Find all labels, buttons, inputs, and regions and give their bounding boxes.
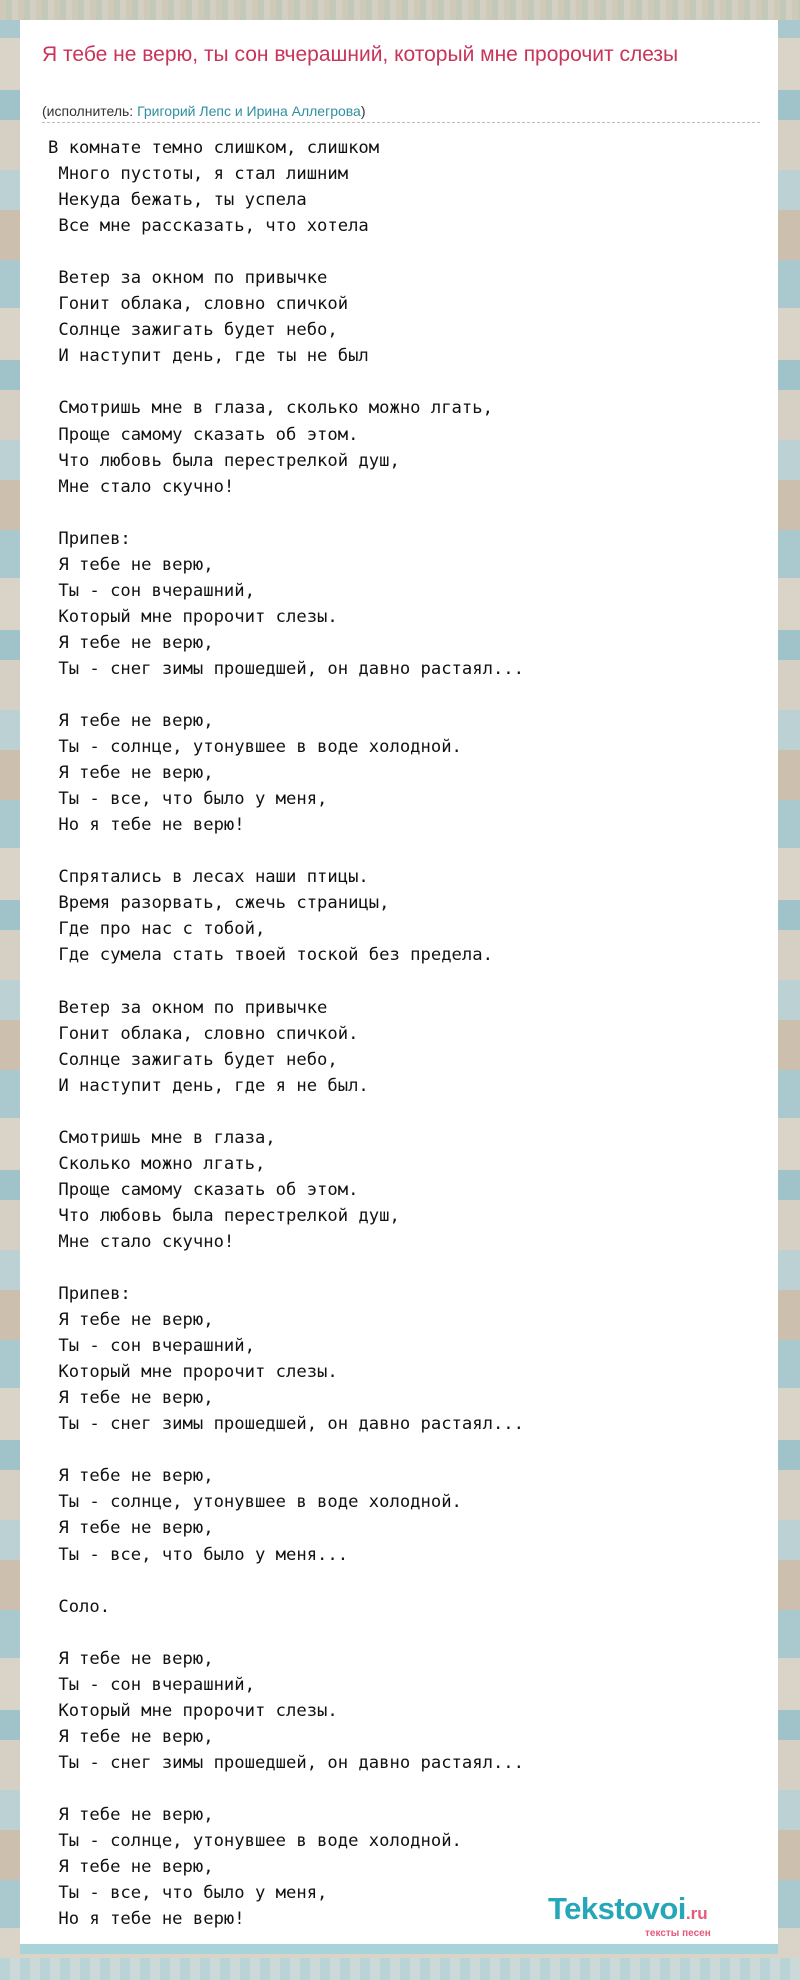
lyrics-text: В комнате темно слишком, слишком Много пустоты, я стал лишним Некуда бежать, ты успела Все мне рассказать, что хотела Ветер за окном по привычке Гонит облака, словно спичкой Солнце зажигать будет небо, И наступит день, где ты не был Смотришь мне в глаза, сколько можно лгать, Проще самому сказать об этом. Что любовь была перестрелкой душ, Мне стало скучно! Припев: Я тебе не верю, Ты - сон вчерашний, Который мне пророчит слезы. Я тебе не верю, Ты - снег зимы прошедшей, он давно растаял... Я тебе не верю, Ты - солнце, утонувшее в воде холодной. Я тебе не верю, Ты - все, что было у меня, Но я тебе не верю! Спрятались в лесах наши птицы. Время разорвать, сжечь страницы, Где про нас с тобой, Где сумела стать твоей тоской без предела. Ветер за окном по привычке Гонит облака, словно спичкой. Солнце зажигать будет небо, И наступит день, где я не был. Смотришь мне в глаза, Сколько можно лгать, Проще самому сказать об этом. Что любовь была перестрелкой душ, Мне стало скучно! Припев: Я тебе не верю, Ты - сон вчерашний, Который мне пророчит слезы. Я тебе не верю, Ты - снег зимы прошедшей, он давно растаял... Я тебе не верю, Ты - солнце, утонувшее в воде холодной. Я тебе не верю, Ты - все, что было у меня... Соло. Я тебе не верю, Ты - сон вчерашний, Который мне пророчит слезы. Я тебе не верю, Ты - снег зимы прошедшей, он давно растаял... Я тебе не верю, Ты - солнце, утонувшее в воде холодной. Я тебе не верю, Ты - все, что было у меня, Но я тебе не верю! bbox=[48, 138, 524, 1930]
logo-name: Tekstovoi bbox=[548, 1891, 686, 1926]
logo-tagline: тексты песен bbox=[645, 1928, 711, 1939]
lyrics-panel bbox=[20, 20, 778, 1954]
bottom-decorative-strip bbox=[0, 1958, 800, 1980]
site-logo[interactable] bbox=[548, 1891, 708, 1927]
top-decorative-strip bbox=[0, 0, 800, 20]
logo-tld: .ru bbox=[685, 1904, 708, 1923]
song-title: Я тебе не верю, ты сон вчерашний, который мне пророчит слезы bbox=[42, 43, 679, 66]
performer-prefix: (исполнитель: bbox=[42, 103, 138, 119]
performer-line bbox=[42, 103, 366, 119]
performer-suffix: ) bbox=[360, 103, 366, 119]
artist-link[interactable]: Григорий Лепс и Ирина Аллегрова bbox=[137, 103, 361, 119]
dashed-divider bbox=[42, 122, 760, 123]
